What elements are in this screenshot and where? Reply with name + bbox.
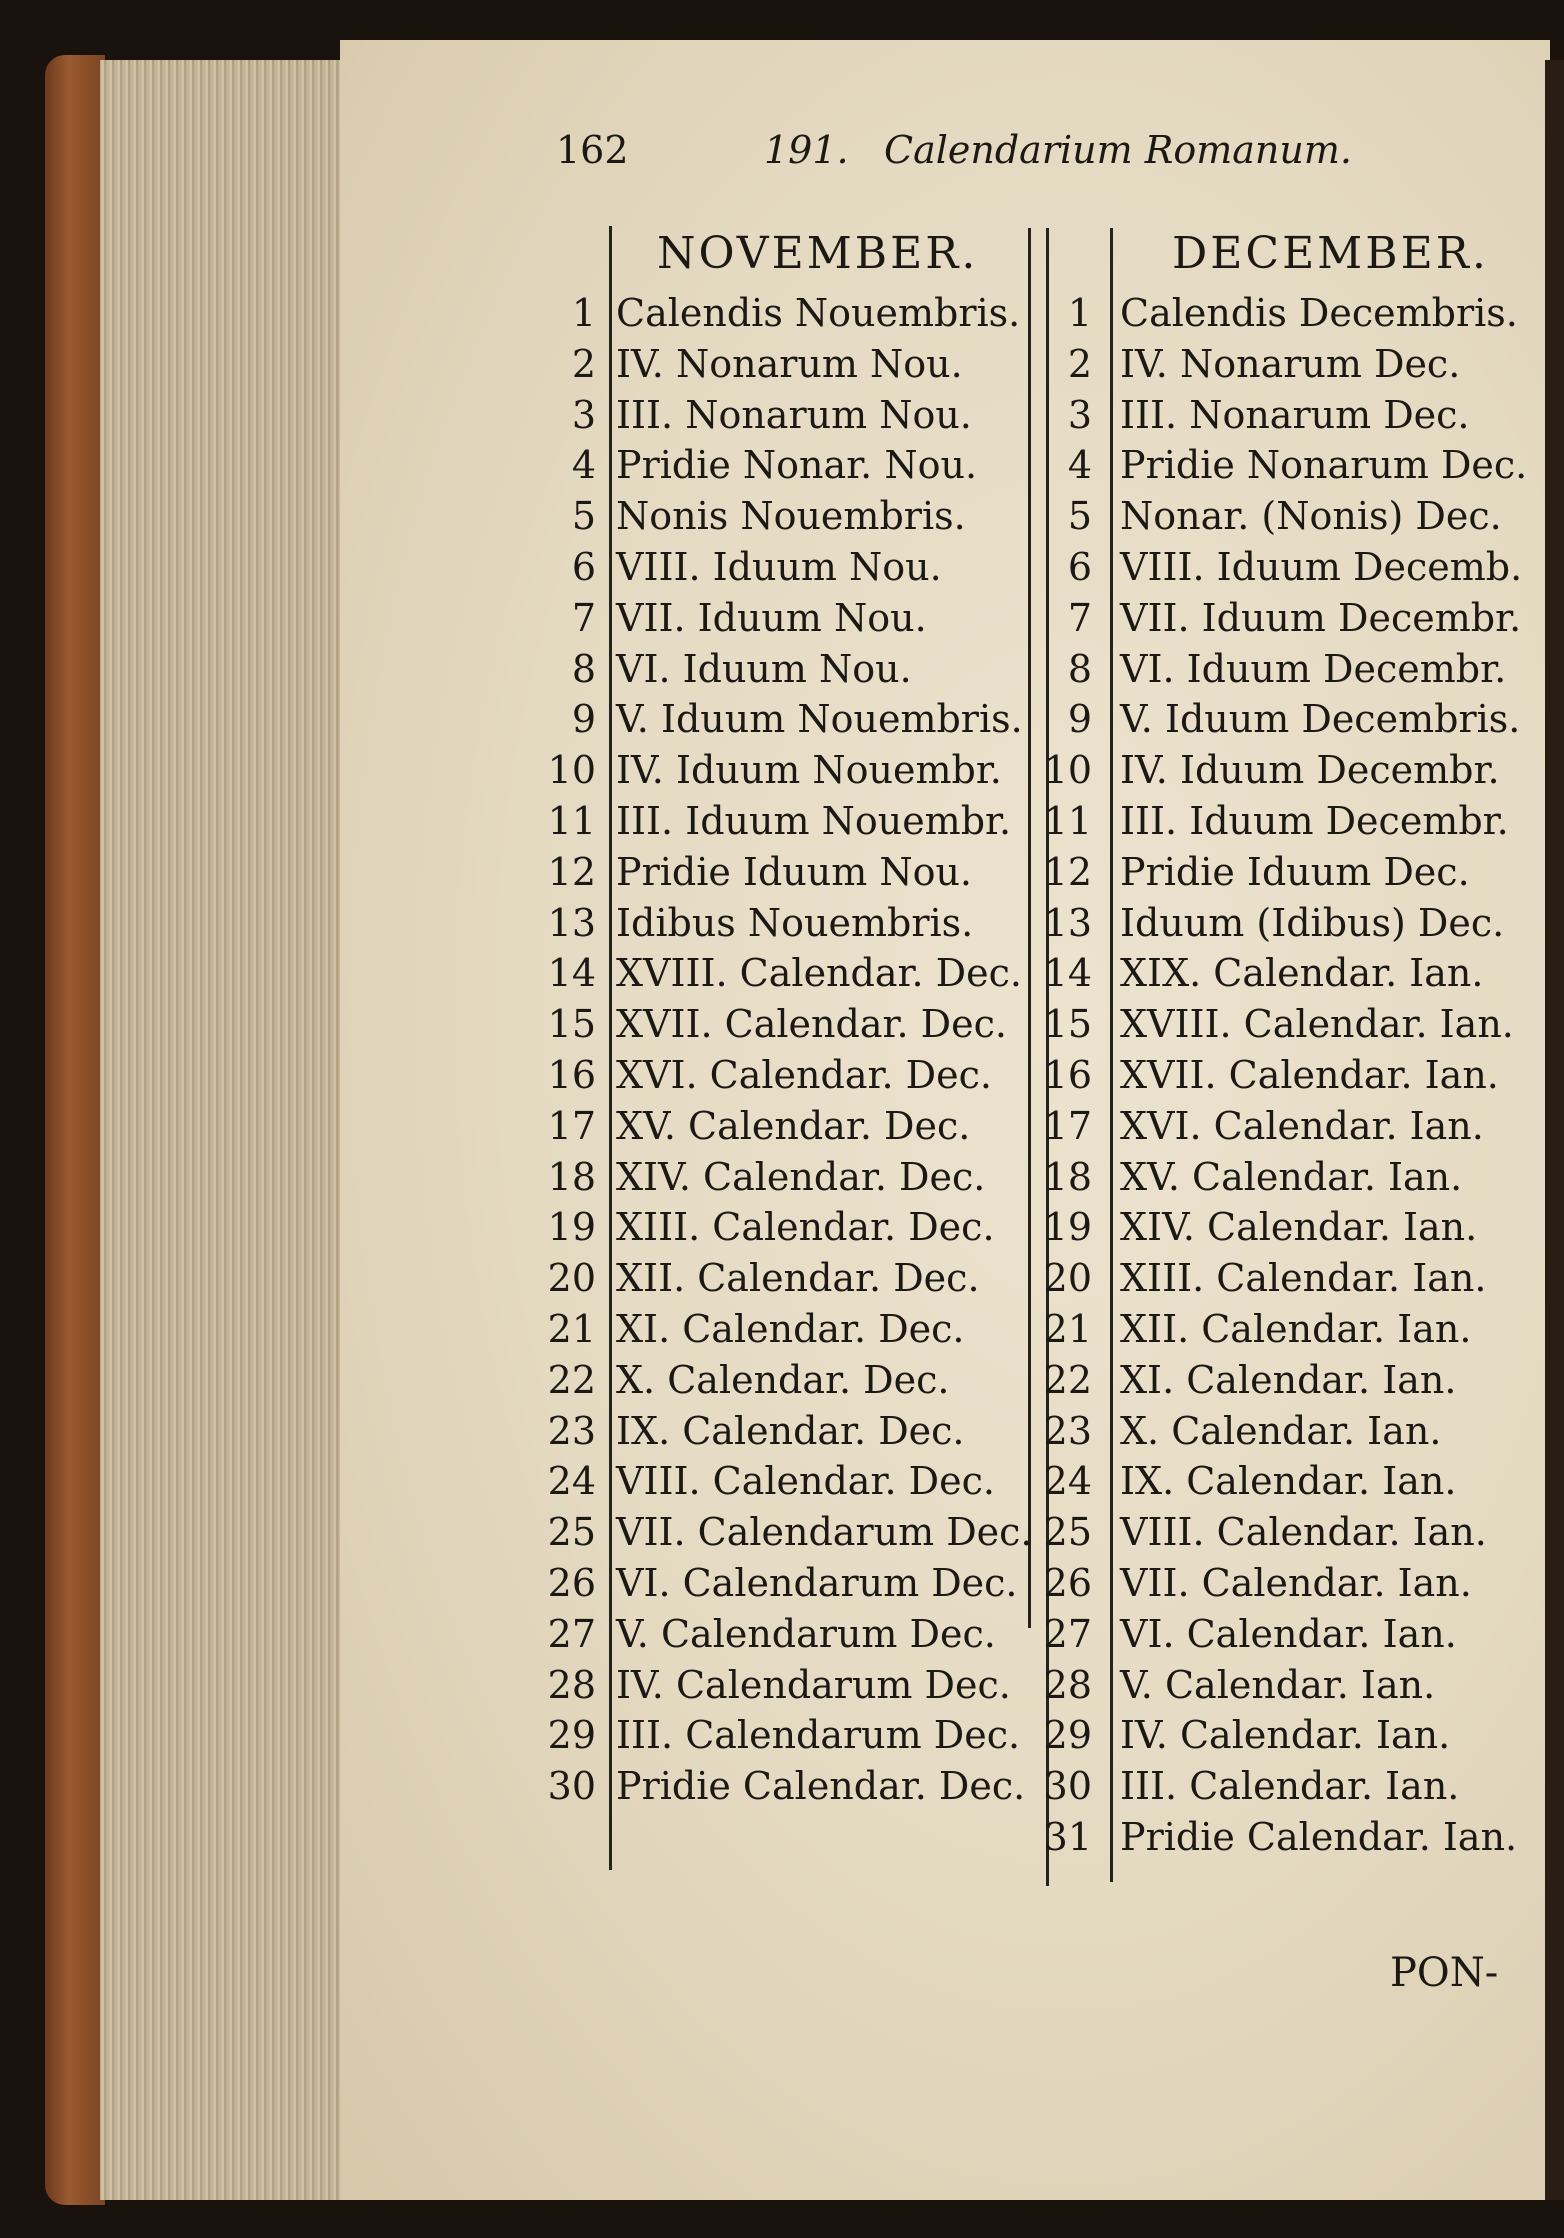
day-number: 30 bbox=[547, 1764, 596, 1809]
day-number: 8 bbox=[571, 646, 596, 691]
day-number: 29 bbox=[547, 1713, 596, 1758]
facing-page-edge bbox=[1545, 60, 1564, 2200]
day-number: 24 bbox=[547, 1459, 596, 1504]
day-number: 25 bbox=[1043, 1510, 1092, 1555]
day-number: 15 bbox=[1043, 1002, 1092, 1047]
day-name: Nonar. (Nonis) Dec. bbox=[1120, 494, 1502, 539]
day-name: Pridie Iduum Dec. bbox=[1120, 849, 1470, 894]
day-number: 17 bbox=[1043, 1103, 1092, 1148]
day-name: Nonis Nouembris. bbox=[616, 494, 966, 539]
section-number: 191. bbox=[764, 128, 849, 172]
day-number: 11 bbox=[547, 798, 596, 843]
day-number: 13 bbox=[547, 900, 596, 945]
day-name: XVII. Calendar. Dec. bbox=[616, 1002, 1007, 1047]
day-name: Iduum (Idibus) Dec. bbox=[1120, 900, 1505, 945]
day-name: VI. Calendar. Ian. bbox=[1120, 1611, 1457, 1656]
day-number: 27 bbox=[547, 1611, 596, 1656]
day-number: 22 bbox=[1043, 1357, 1092, 1402]
day-name: V. Calendarum Dec. bbox=[616, 1611, 996, 1656]
day-name: Pridie Nonar. Nou. bbox=[616, 443, 978, 488]
day-name: V. Iduum Nouembris. bbox=[616, 697, 1023, 742]
day-name: VII. Calendar. Ian. bbox=[1120, 1560, 1472, 1605]
day-number: 6 bbox=[571, 544, 596, 589]
day-number: 19 bbox=[1043, 1205, 1092, 1250]
day-number: 29 bbox=[1043, 1713, 1092, 1758]
day-number: 19 bbox=[547, 1205, 596, 1250]
day-name: X. Calendar. Ian. bbox=[1120, 1408, 1442, 1453]
day-number: 1 bbox=[571, 291, 596, 335]
day-number: 25 bbox=[547, 1510, 596, 1555]
day-name: VIII. Calendar. Ian. bbox=[1120, 1510, 1487, 1555]
day-name: Pridie Calendar. Ian. bbox=[1120, 1814, 1518, 1859]
day-number: 22 bbox=[547, 1357, 596, 1402]
day-number: 10 bbox=[547, 748, 596, 793]
day-number: 7 bbox=[571, 595, 596, 640]
day-name: XVII. Calendar. Ian. bbox=[1120, 1052, 1499, 1097]
day-name: XIX. Calendar. Ian. bbox=[1120, 951, 1484, 996]
day-number: 28 bbox=[1043, 1662, 1092, 1707]
day-name: XII. Calendar. Ian. bbox=[1120, 1306, 1472, 1351]
december-number-rule bbox=[1110, 228, 1113, 1882]
day-name: IX. Calendar. Ian. bbox=[1120, 1459, 1457, 1504]
day-number: 20 bbox=[1043, 1256, 1092, 1301]
day-name: Calendis Nouembris. bbox=[616, 291, 1021, 335]
page-edges bbox=[100, 60, 350, 2200]
day-number: 1 bbox=[1067, 291, 1092, 335]
day-name: XIV. Calendar. Dec. bbox=[616, 1154, 986, 1199]
day-name: Idibus Nouembris. bbox=[616, 900, 974, 945]
day-number: 6 bbox=[1067, 544, 1092, 589]
day-name: IV. Iduum Nouembr. bbox=[616, 748, 1002, 793]
day-number: 17 bbox=[547, 1103, 596, 1148]
catchword: PON- bbox=[1390, 1950, 1499, 1996]
day-number: 18 bbox=[547, 1154, 596, 1199]
day-name: III. Calendarum Dec. bbox=[616, 1713, 1021, 1758]
day-name: Pridie Iduum Nou. bbox=[616, 849, 973, 894]
day-number: 23 bbox=[1043, 1408, 1092, 1453]
day-number: 15 bbox=[547, 1002, 596, 1047]
day-number: 16 bbox=[547, 1052, 596, 1097]
day-name: III. Nonarum Nou. bbox=[616, 392, 972, 437]
day-number: 23 bbox=[547, 1408, 596, 1453]
day-number: 16 bbox=[1043, 1052, 1092, 1097]
day-name: IX. Calendar. Dec. bbox=[616, 1408, 965, 1453]
running-title: Calendarium Romanum. bbox=[884, 128, 1352, 172]
day-number: 26 bbox=[1043, 1560, 1092, 1605]
november-title: NOVEMBER. bbox=[657, 228, 979, 279]
day-number: 5 bbox=[1067, 494, 1092, 539]
day-name: XIII. Calendar. Dec. bbox=[616, 1205, 995, 1250]
day-name: V. Iduum Decembris. bbox=[1120, 697, 1521, 742]
day-number: 14 bbox=[1043, 951, 1092, 996]
day-number: 9 bbox=[571, 697, 596, 742]
day-number: 27 bbox=[1043, 1611, 1092, 1656]
day-name: IV. Calendar. Ian. bbox=[1120, 1713, 1451, 1758]
day-number: 12 bbox=[547, 849, 596, 894]
day-name: XII. Calendar. Dec. bbox=[616, 1256, 980, 1301]
day-name: XVIII. Calendar. Dec. bbox=[616, 951, 1022, 996]
day-name: XVI. Calendar. Dec. bbox=[616, 1052, 992, 1097]
day-number: 4 bbox=[1067, 443, 1092, 488]
day-number: 10 bbox=[1043, 748, 1092, 793]
day-name: IV. Calendarum Dec. bbox=[616, 1662, 1011, 1707]
day-number: 9 bbox=[1067, 697, 1092, 742]
day-number: 5 bbox=[571, 494, 596, 539]
day-name: Pridie Nonarum Dec. bbox=[1120, 443, 1528, 488]
day-name: IV. Nonarum Dec. bbox=[1120, 341, 1461, 386]
day-number: 3 bbox=[571, 392, 596, 437]
day-number: 18 bbox=[1043, 1154, 1092, 1199]
day-number: 2 bbox=[571, 341, 596, 386]
day-name: VI. Iduum Decembr. bbox=[1120, 646, 1507, 691]
day-number: 21 bbox=[1043, 1306, 1092, 1351]
november-right-rule bbox=[1028, 228, 1031, 1628]
day-name: VI. Iduum Nou. bbox=[616, 646, 912, 691]
day-name: XV. Calendar. Dec. bbox=[616, 1103, 971, 1148]
day-name: V. Calendar. Ian. bbox=[1120, 1662, 1436, 1707]
day-number: 11 bbox=[1043, 798, 1092, 843]
day-number: 4 bbox=[571, 443, 596, 488]
november-number-rule bbox=[609, 226, 612, 1870]
day-number: 12 bbox=[1043, 849, 1092, 894]
day-name: VIII. Iduum Nou. bbox=[616, 544, 942, 589]
day-number: 24 bbox=[1043, 1459, 1092, 1504]
day-name: X. Calendar. Dec. bbox=[616, 1357, 950, 1402]
day-name: VII. Iduum Decembr. bbox=[1120, 595, 1522, 640]
december-title: DECEMBER. bbox=[1172, 228, 1489, 279]
day-name: XVI. Calendar. Ian. bbox=[1120, 1103, 1484, 1148]
day-name: Pridie Calendar. Dec. bbox=[616, 1764, 1026, 1809]
day-number: 14 bbox=[547, 951, 596, 996]
day-name: VIII. Calendar. Dec. bbox=[616, 1459, 995, 1504]
day-name: XV. Calendar. Ian. bbox=[1120, 1154, 1463, 1199]
day-number: 30 bbox=[1043, 1764, 1092, 1809]
book-spine bbox=[45, 55, 105, 2205]
day-name: VIII. Iduum Decemb. bbox=[1120, 544, 1523, 589]
day-name: IV. Nonarum Nou. bbox=[616, 341, 963, 386]
day-name: Calendis Decembris. bbox=[1120, 291, 1518, 335]
day-name: XIV. Calendar. Ian. bbox=[1120, 1205, 1478, 1250]
page-number: 162 bbox=[556, 128, 629, 172]
day-number: 7 bbox=[1067, 595, 1092, 640]
day-number: 31 bbox=[1043, 1814, 1092, 1859]
day-name: III. Nonarum Dec. bbox=[1120, 392, 1470, 437]
day-name: III. Iduum Nouembr. bbox=[616, 798, 1012, 843]
day-name: VII. Calendarum Dec. bbox=[616, 1510, 1033, 1555]
day-name: XIII. Calendar. Ian. bbox=[1120, 1256, 1487, 1301]
day-name: VI. Calendarum Dec. bbox=[616, 1560, 1018, 1605]
day-name: XVIII. Calendar. Ian. bbox=[1120, 1002, 1514, 1047]
day-name: III. Calendar. Ian. bbox=[1120, 1764, 1460, 1809]
day-name: XI. Calendar. Dec. bbox=[616, 1306, 965, 1351]
day-number: 20 bbox=[547, 1256, 596, 1301]
day-number: 2 bbox=[1067, 341, 1092, 386]
day-name: XI. Calendar. Ian. bbox=[1120, 1357, 1457, 1402]
day-name: IV. Iduum Decembr. bbox=[1120, 748, 1500, 793]
day-number: 8 bbox=[1067, 646, 1092, 691]
day-number: 13 bbox=[1043, 900, 1092, 945]
day-number: 21 bbox=[547, 1306, 596, 1351]
day-name: III. Iduum Decembr. bbox=[1120, 798, 1509, 843]
day-name: VII. Iduum Nou. bbox=[616, 595, 927, 640]
day-number: 26 bbox=[547, 1560, 596, 1605]
day-number: 3 bbox=[1067, 392, 1092, 437]
day-number: 28 bbox=[547, 1662, 596, 1707]
